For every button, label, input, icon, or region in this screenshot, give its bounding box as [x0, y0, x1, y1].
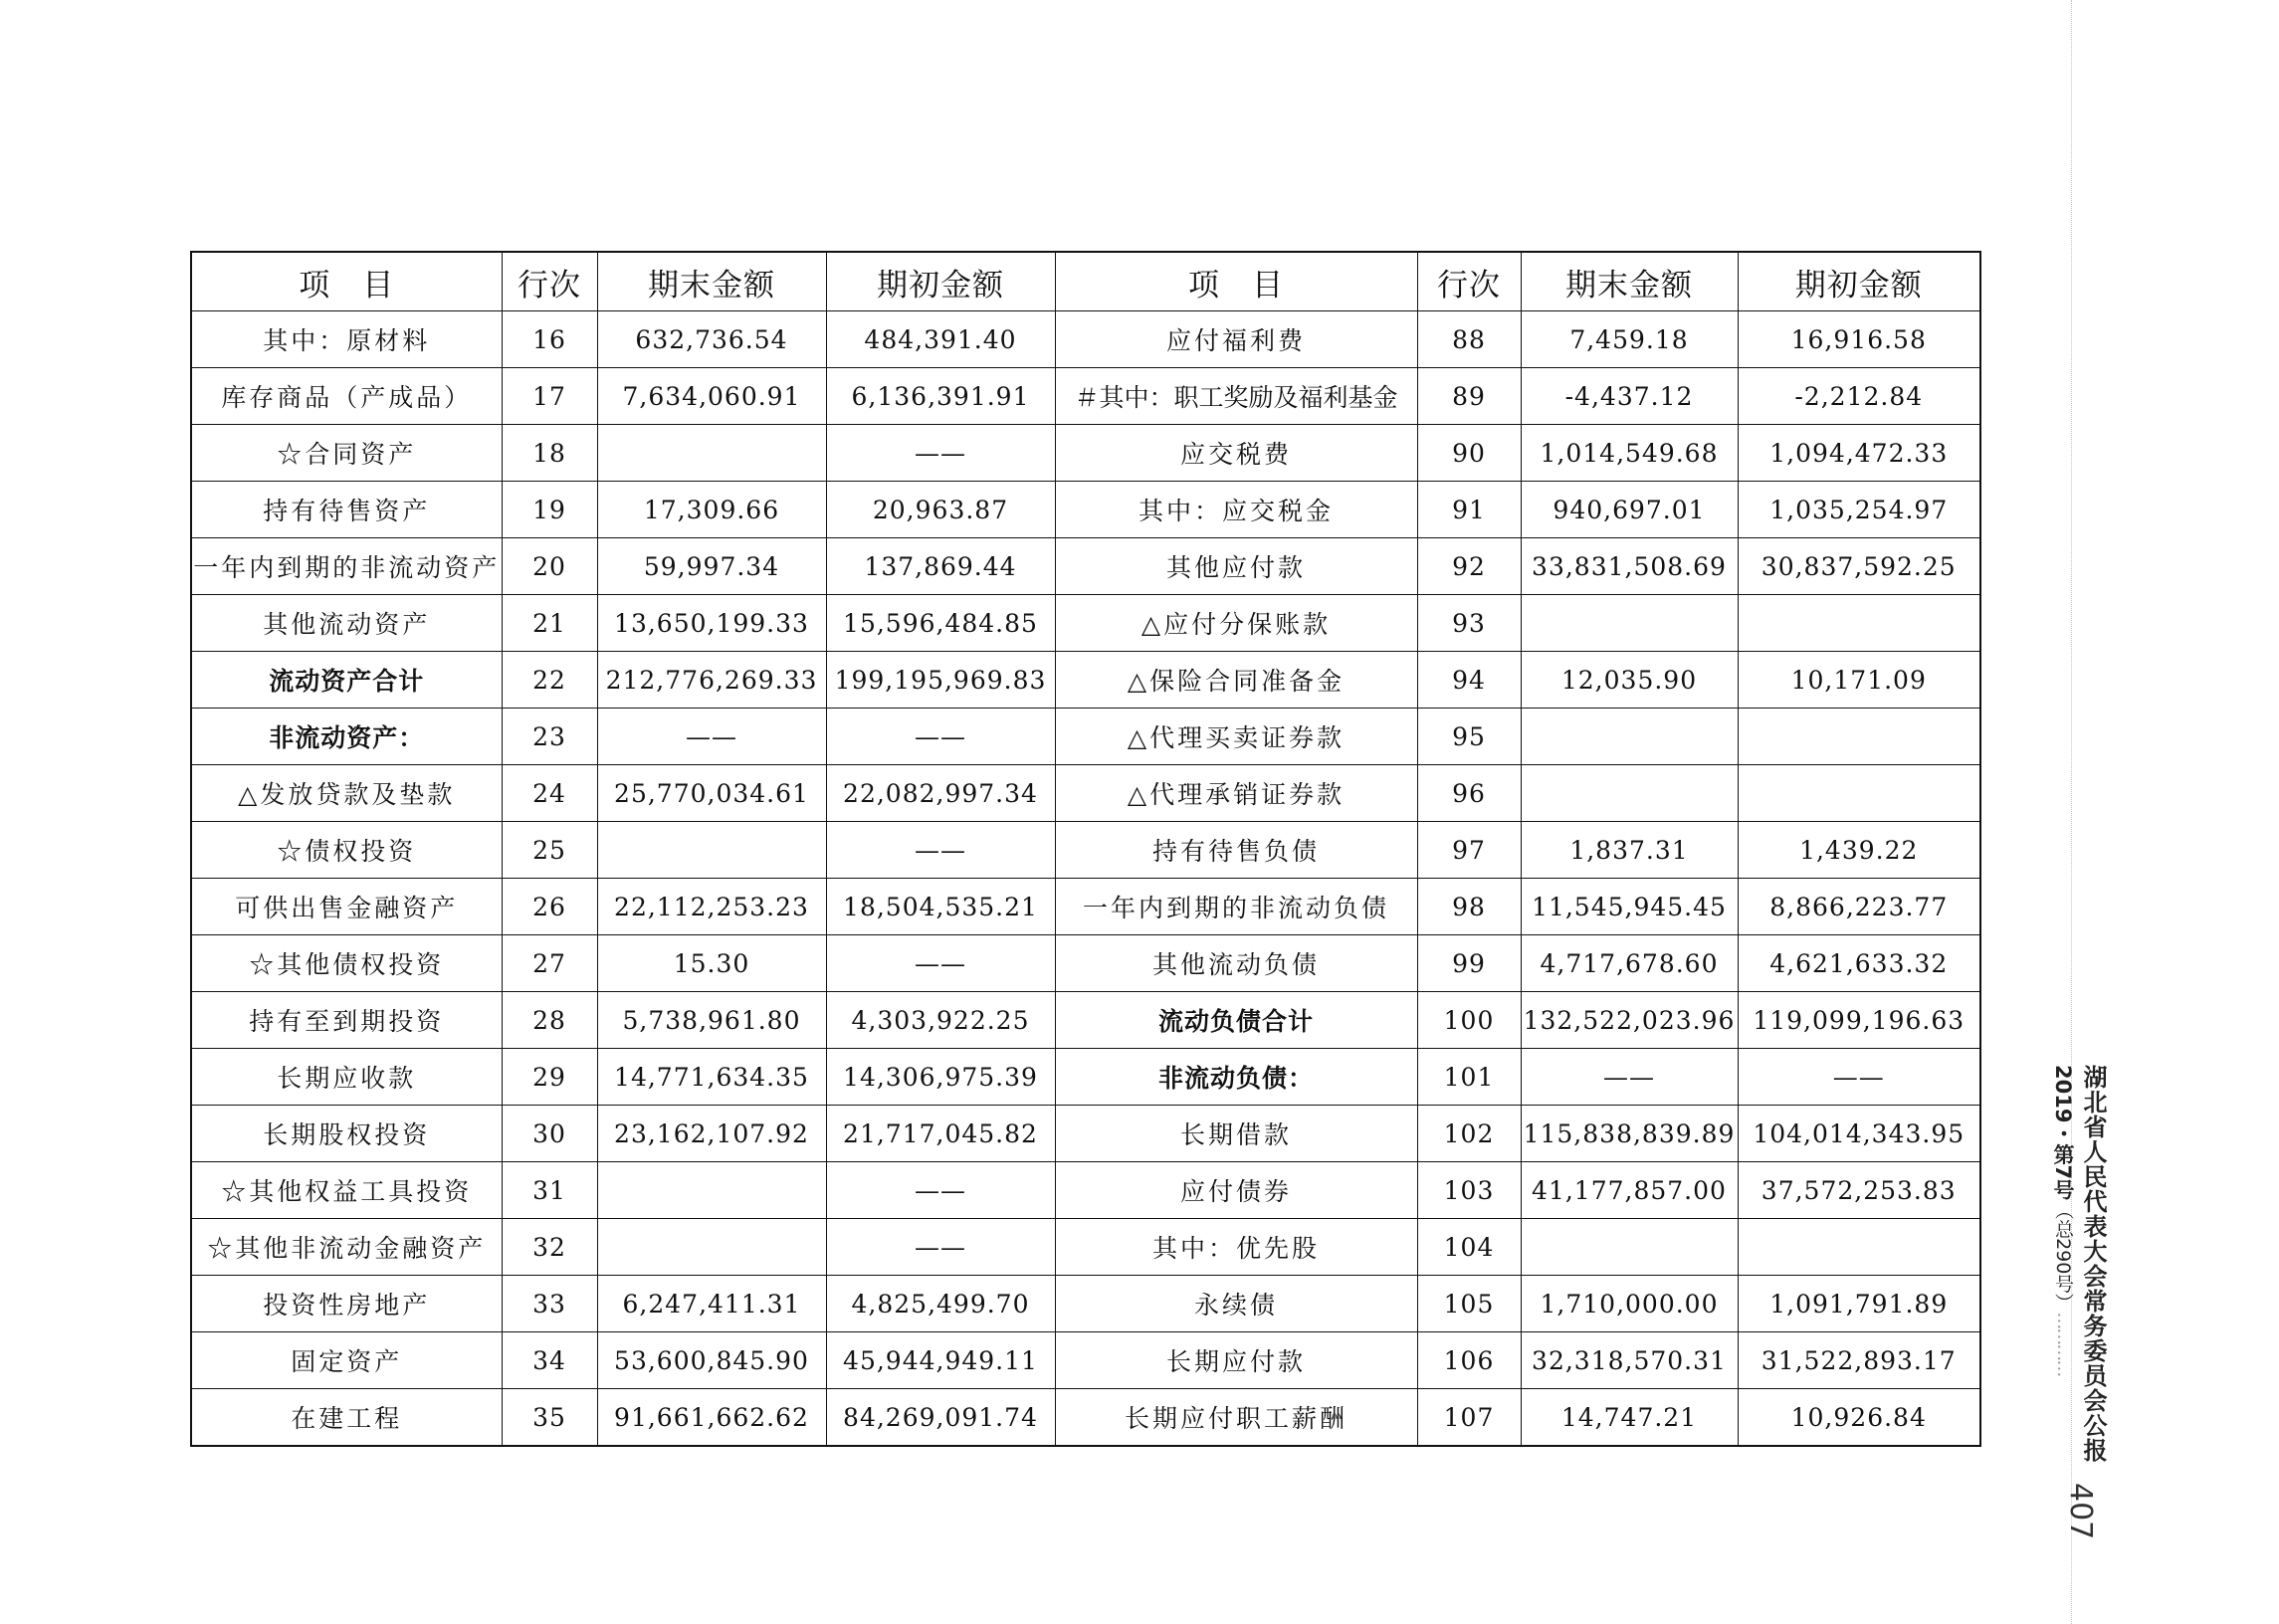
left-item-cell: ☆合同资产 — [191, 425, 502, 482]
left-row-number-cell: 28 — [502, 992, 597, 1049]
right-item-cell: 永续债 — [1055, 1276, 1417, 1332]
left-item-cell: ☆其他债权投资 — [191, 935, 502, 992]
left-begin-amount-cell: 6,136,391.91 — [826, 368, 1055, 425]
left-end-amount-cell — [597, 425, 826, 482]
left-row-number-cell: 29 — [502, 1049, 597, 1106]
table-row — [191, 1332, 1980, 1389]
left-end-amount-cell: 15.30 — [597, 935, 826, 992]
right-begin-amount-cell: 10,926.84 — [1738, 1389, 1980, 1447]
right-item-cell: 流动负债合计 — [1055, 992, 1417, 1049]
table-row — [191, 1276, 1980, 1332]
right-end-amount-cell: 132,522,023.96 — [1521, 992, 1738, 1049]
right-begin-amount-cell: 1,091,791.89 — [1738, 1276, 1980, 1332]
journal-total-issue: （总290号） — [2052, 1200, 2074, 1313]
table-row — [191, 1219, 1980, 1276]
header-item-right: 项 目 — [1055, 252, 1417, 311]
right-row-number-cell: 97 — [1417, 822, 1521, 879]
left-row-number-cell: 19 — [502, 482, 597, 538]
left-row-number-cell: 21 — [502, 595, 597, 652]
header-item-left: 项 目 — [191, 252, 502, 311]
right-item-cell: 长期应付款 — [1055, 1332, 1417, 1389]
right-begin-amount-cell: 1,035,254.97 — [1738, 482, 1980, 538]
left-end-amount-cell: 632,736.54 — [597, 311, 826, 368]
table-row — [191, 595, 1980, 652]
left-end-amount-cell: —— — [597, 709, 826, 765]
left-row-number-cell: 35 — [502, 1389, 597, 1447]
table-row — [191, 652, 1980, 709]
left-row-number-cell: 26 — [502, 879, 597, 935]
left-item-cell: ☆其他非流动金融资产 — [191, 1219, 502, 1276]
journal-running-head — [2048, 1065, 2108, 1463]
right-begin-amount-cell: 31,522,893.17 — [1738, 1332, 1980, 1389]
right-item-cell: 其他流动负债 — [1055, 935, 1417, 992]
left-begin-amount-cell: —— — [826, 822, 1055, 879]
left-begin-amount-cell: 15,596,484.85 — [826, 595, 1055, 652]
right-end-amount-cell: -4,437.12 — [1521, 368, 1738, 425]
right-row-number-cell: 96 — [1417, 765, 1521, 822]
page-number: 407 — [2063, 1483, 2098, 1540]
right-item-cell: 其中：优先股 — [1055, 1219, 1417, 1276]
right-end-amount-cell: 4,717,678.60 — [1521, 935, 1738, 992]
left-end-amount-cell: 14,771,634.35 — [597, 1049, 826, 1106]
right-end-amount-cell: 1,837.31 — [1521, 822, 1738, 879]
right-end-amount-cell: 12,035.90 — [1521, 652, 1738, 709]
left-end-amount-cell: 22,112,253.23 — [597, 879, 826, 935]
right-begin-amount-cell: 30,837,592.25 — [1738, 538, 1980, 595]
left-begin-amount-cell: —— — [826, 935, 1055, 992]
right-end-amount-cell — [1521, 595, 1738, 652]
left-begin-amount-cell: 18,504,535.21 — [826, 879, 1055, 935]
left-end-amount-cell: 212,776,269.33 — [597, 652, 826, 709]
table-row — [191, 1049, 1980, 1106]
left-end-amount-cell: 17,309.66 — [597, 482, 826, 538]
left-row-number-cell: 27 — [502, 935, 597, 992]
left-item-cell: 在建工程 — [191, 1389, 502, 1447]
table-row — [191, 822, 1980, 879]
right-row-number-cell: 91 — [1417, 482, 1521, 538]
left-end-amount-cell — [597, 822, 826, 879]
left-row-number-cell: 30 — [502, 1106, 597, 1162]
header-end-amount-right: 期末金额 — [1521, 252, 1738, 311]
right-begin-amount-cell: 1,439.22 — [1738, 822, 1980, 879]
left-begin-amount-cell: 137,869.44 — [826, 538, 1055, 595]
left-row-number-cell: 33 — [502, 1276, 597, 1332]
right-begin-amount-cell: 37,572,253.83 — [1738, 1162, 1980, 1219]
left-row-number-cell: 31 — [502, 1162, 597, 1219]
left-end-amount-cell: 13,650,199.33 — [597, 595, 826, 652]
right-item-cell: 长期借款 — [1055, 1106, 1417, 1162]
left-row-number-cell: 20 — [502, 538, 597, 595]
left-item-cell: ☆债权投资 — [191, 822, 502, 879]
header-row-no-left: 行次 — [502, 252, 597, 311]
header-begin-amount-left: 期初金额 — [826, 252, 1055, 311]
left-begin-amount-cell: —— — [826, 1162, 1055, 1219]
table-row — [191, 482, 1980, 538]
right-row-number-cell: 94 — [1417, 652, 1521, 709]
left-item-cell: 其中：原材料 — [191, 311, 502, 368]
right-end-amount-cell: 11,545,945.45 — [1521, 879, 1738, 935]
right-item-cell: 其中：应交税金 — [1055, 482, 1417, 538]
right-begin-amount-cell — [1738, 765, 1980, 822]
table-row — [191, 992, 1980, 1049]
right-row-number-cell: 90 — [1417, 425, 1521, 482]
left-end-amount-cell: 7,634,060.91 — [597, 368, 826, 425]
right-end-amount-cell: 32,318,570.31 — [1521, 1332, 1738, 1389]
left-row-number-cell: 24 — [502, 765, 597, 822]
right-row-number-cell: 102 — [1417, 1106, 1521, 1162]
right-row-number-cell: 99 — [1417, 935, 1521, 992]
right-item-cell: 一年内到期的非流动负债 — [1055, 879, 1417, 935]
journal-title: 湖北省人民代表大会常务委员会公报 — [2079, 1065, 2107, 1463]
right-item-cell: △代理承销证券款 — [1055, 765, 1417, 822]
right-row-number-cell: 100 — [1417, 992, 1521, 1049]
left-item-cell: 投资性房地产 — [191, 1276, 502, 1332]
right-end-amount-cell: —— — [1521, 1049, 1738, 1106]
left-begin-amount-cell: —— — [826, 709, 1055, 765]
left-begin-amount-cell: —— — [826, 1219, 1055, 1276]
right-begin-amount-cell — [1738, 595, 1980, 652]
left-begin-amount-cell: 45,944,949.11 — [826, 1332, 1055, 1389]
left-item-cell: 持有待售资产 — [191, 482, 502, 538]
left-end-amount-cell: 5,738,961.80 — [597, 992, 826, 1049]
right-begin-amount-cell: 104,014,343.95 — [1738, 1106, 1980, 1162]
left-item-cell: △发放贷款及垫款 — [191, 765, 502, 822]
right-row-number-cell: 103 — [1417, 1162, 1521, 1219]
header-row-no-right: 行次 — [1417, 252, 1521, 311]
left-end-amount-cell: 25,770,034.61 — [597, 765, 826, 822]
journal-issue: 2019・第7号 — [2051, 1065, 2075, 1201]
left-begin-amount-cell: 22,082,997.34 — [826, 765, 1055, 822]
right-end-amount-cell: 940,697.01 — [1521, 482, 1738, 538]
left-item-cell: 库存商品（产成品） — [191, 368, 502, 425]
left-item-cell: ☆其他权益工具投资 — [191, 1162, 502, 1219]
right-row-number-cell: 107 — [1417, 1389, 1521, 1447]
left-begin-amount-cell: —— — [826, 425, 1055, 482]
right-item-cell: 非流动负债： — [1055, 1049, 1417, 1106]
left-begin-amount-cell: 484,391.40 — [826, 311, 1055, 368]
right-begin-amount-cell — [1738, 709, 1980, 765]
left-row-number-cell: 32 — [502, 1219, 597, 1276]
right-begin-amount-cell: 10,171.09 — [1738, 652, 1980, 709]
left-item-cell: 固定资产 — [191, 1332, 502, 1389]
left-row-number-cell: 18 — [502, 425, 597, 482]
left-begin-amount-cell: 21,717,045.82 — [826, 1106, 1055, 1162]
left-item-cell: 一年内到期的非流动资产 — [191, 538, 502, 595]
right-item-cell: △应付分保账款 — [1055, 595, 1417, 652]
left-end-amount-cell: 23,162,107.92 — [597, 1106, 826, 1162]
table-body — [191, 311, 1980, 1447]
left-end-amount-cell: 59,997.34 — [597, 538, 826, 595]
left-end-amount-cell: 91,661,662.62 — [597, 1389, 826, 1447]
right-row-number-cell: 106 — [1417, 1332, 1521, 1389]
right-end-amount-cell: 1,710,000.00 — [1521, 1276, 1738, 1332]
table-row — [191, 311, 1980, 368]
left-begin-amount-cell: 14,306,975.39 — [826, 1049, 1055, 1106]
right-row-number-cell: 93 — [1417, 595, 1521, 652]
left-row-number-cell: 34 — [502, 1332, 597, 1389]
left-row-number-cell: 23 — [502, 709, 597, 765]
table-row — [191, 765, 1980, 822]
left-begin-amount-cell: 199,195,969.83 — [826, 652, 1055, 709]
table-row — [191, 709, 1980, 765]
left-begin-amount-cell: 4,303,922.25 — [826, 992, 1055, 1049]
table-row — [191, 935, 1980, 992]
left-item-cell: 其他流动资产 — [191, 595, 502, 652]
left-row-number-cell: 17 — [502, 368, 597, 425]
table-row — [191, 425, 1980, 482]
right-end-amount-cell — [1521, 709, 1738, 765]
right-begin-amount-cell: 16,916.58 — [1738, 311, 1980, 368]
right-item-cell: 其他应付款 — [1055, 538, 1417, 595]
right-begin-amount-cell: 119,099,196.63 — [1738, 992, 1980, 1049]
right-item-cell: △保险合同准备金 — [1055, 652, 1417, 709]
right-begin-amount-cell: 1,094,472.33 — [1738, 425, 1980, 482]
left-begin-amount-cell: 20,963.87 — [826, 482, 1055, 538]
right-item-cell: 应付债券 — [1055, 1162, 1417, 1219]
left-end-amount-cell — [597, 1162, 826, 1219]
right-item-cell: △代理买卖证券款 — [1055, 709, 1417, 765]
table-row — [191, 1106, 1980, 1162]
right-item-cell: 应付福利费 — [1055, 311, 1417, 368]
right-row-number-cell: 89 — [1417, 368, 1521, 425]
left-item-cell: 持有至到期投资 — [191, 992, 502, 1049]
header-end-amount-left: 期末金额 — [597, 252, 826, 311]
leader-dots: ………… — [2053, 1312, 2074, 1376]
left-begin-amount-cell: 84,269,091.74 — [826, 1389, 1055, 1447]
right-end-amount-cell: 115,838,839.89 — [1521, 1106, 1738, 1162]
right-row-number-cell: 88 — [1417, 311, 1521, 368]
table-row — [191, 1162, 1980, 1219]
right-row-number-cell: 101 — [1417, 1049, 1521, 1106]
right-end-amount-cell: 41,177,857.00 — [1521, 1162, 1738, 1219]
left-row-number-cell: 22 — [502, 652, 597, 709]
right-end-amount-cell: 14,747.21 — [1521, 1389, 1738, 1447]
right-begin-amount-cell: -2,212.84 — [1738, 368, 1980, 425]
left-row-number-cell: 25 — [502, 822, 597, 879]
left-item-cell: 可供出售金融资产 — [191, 879, 502, 935]
right-row-number-cell: 104 — [1417, 1219, 1521, 1276]
right-begin-amount-cell: —— — [1738, 1049, 1980, 1106]
right-item-cell: ＃其中：职工奖励及福利基金 — [1055, 368, 1417, 425]
left-item-cell: 非流动资产： — [191, 709, 502, 765]
table-row — [191, 538, 1980, 595]
right-begin-amount-cell: 4,621,633.32 — [1738, 935, 1980, 992]
right-item-cell: 长期应付职工薪酬 — [1055, 1389, 1417, 1447]
left-item-cell: 流动资产合计 — [191, 652, 502, 709]
header-begin-amount-right: 期初金额 — [1738, 252, 1980, 311]
right-row-number-cell: 95 — [1417, 709, 1521, 765]
right-end-amount-cell — [1521, 765, 1738, 822]
left-end-amount-cell: 53,600,845.90 — [597, 1332, 826, 1389]
right-row-number-cell: 105 — [1417, 1276, 1521, 1332]
right-end-amount-cell: 33,831,508.69 — [1521, 538, 1738, 595]
left-row-number-cell: 16 — [502, 311, 597, 368]
right-begin-amount-cell — [1738, 1219, 1980, 1276]
right-row-number-cell: 98 — [1417, 879, 1521, 935]
right-begin-amount-cell: 8,866,223.77 — [1738, 879, 1980, 935]
right-row-number-cell: 92 — [1417, 538, 1521, 595]
table-header-row — [191, 252, 1980, 311]
table-row — [191, 1389, 1980, 1447]
left-end-amount-cell: 6,247,411.31 — [597, 1276, 826, 1332]
right-end-amount-cell — [1521, 1219, 1738, 1276]
table-row — [191, 879, 1980, 935]
right-item-cell: 持有待售负债 — [1055, 822, 1417, 879]
left-item-cell: 长期应收款 — [191, 1049, 502, 1106]
balance-sheet-table — [190, 251, 1981, 1447]
left-end-amount-cell — [597, 1219, 826, 1276]
left-item-cell: 长期股权投资 — [191, 1106, 502, 1162]
table-row — [191, 368, 1980, 425]
right-end-amount-cell: 1,014,549.68 — [1521, 425, 1738, 482]
right-item-cell: 应交税费 — [1055, 425, 1417, 482]
right-end-amount-cell: 7,459.18 — [1521, 311, 1738, 368]
left-begin-amount-cell: 4,825,499.70 — [826, 1276, 1055, 1332]
